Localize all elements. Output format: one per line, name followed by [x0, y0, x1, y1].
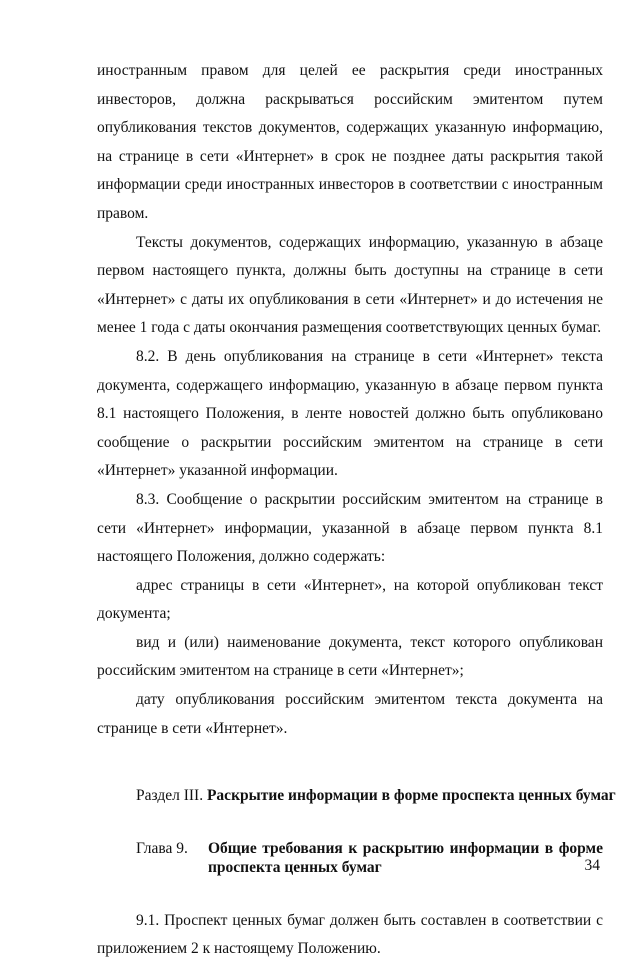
chapter-label: Глава 9. [136, 839, 188, 857]
document-page [97, 57, 616, 964]
section-heading [97, 782, 616, 811]
list-item-document-type: вид и (или) наименование документа, текст которого опубликован российским эмитентом на странице в сети «Интернет»; [97, 633, 603, 680]
list-item-publication-date: дату опубликования российским эмитентом текста документа на странице в сети «Интернет». [97, 691, 603, 737]
paragraph-1: иностранным правом для целей ее раскрытия среди иностранных инвесторов, должна раскрываться российским эмитентом путем опубликования текстов документов, содержащих указанную информацию, на странице в сети «Интернет» в срок не позднее даты раскрытия такой информации среди иностранных инвесторов в соответствии с иностранным правом. [97, 62, 603, 222]
paragraph-2: Тексты документов, содержащих информацию, указанную в абзаце первом настоящего пункта, должны быть доступны на странице в сети «Интернет» с даты их опубликования в сети «Интернет» и до истечения не менее 1 года с даты окончания размещения соответствующих ценных бумаг. [97, 233, 603, 337]
page-number: 34 [584, 857, 600, 874]
chapter-title: Общие требования к раскрытию информации в форме проспекта ценных бумаг [208, 839, 603, 876]
section-title: Раскрытие информации в форме проспекта ценных бумаг [206, 787, 616, 805]
paragraph-9-1: 9.1. Проспект ценных бумаг должен быть составлен в соответствии с приложением 2 к настоящему Положению. [97, 911, 603, 958]
paragraph-8-2: 8.2. В день опубликования на странице в сети «Интернет» текста документа, содержащего информацию, указанную в абзаце первом пункта 8.1 настоящего Положения, в ленте новостей должно быть опубликовано сообщение о раскрытии российским эмитентом на странице в сети «Интернет» указанной информации. [97, 347, 603, 480]
paragraph-8-3: 8.3. Сообщение о раскрытии российским эмитентом на странице в сети «Интернет» информации, указанной в абзаце первом пункта 8.1 настоящего Положения, должно содержать: [97, 490, 603, 566]
chapter-heading [97, 839, 603, 877]
section-label: Раздел III. [136, 787, 207, 805]
list-item-page-address: адрес страницы в сети «Интернет», на которой опубликован текст документа; [97, 576, 603, 623]
